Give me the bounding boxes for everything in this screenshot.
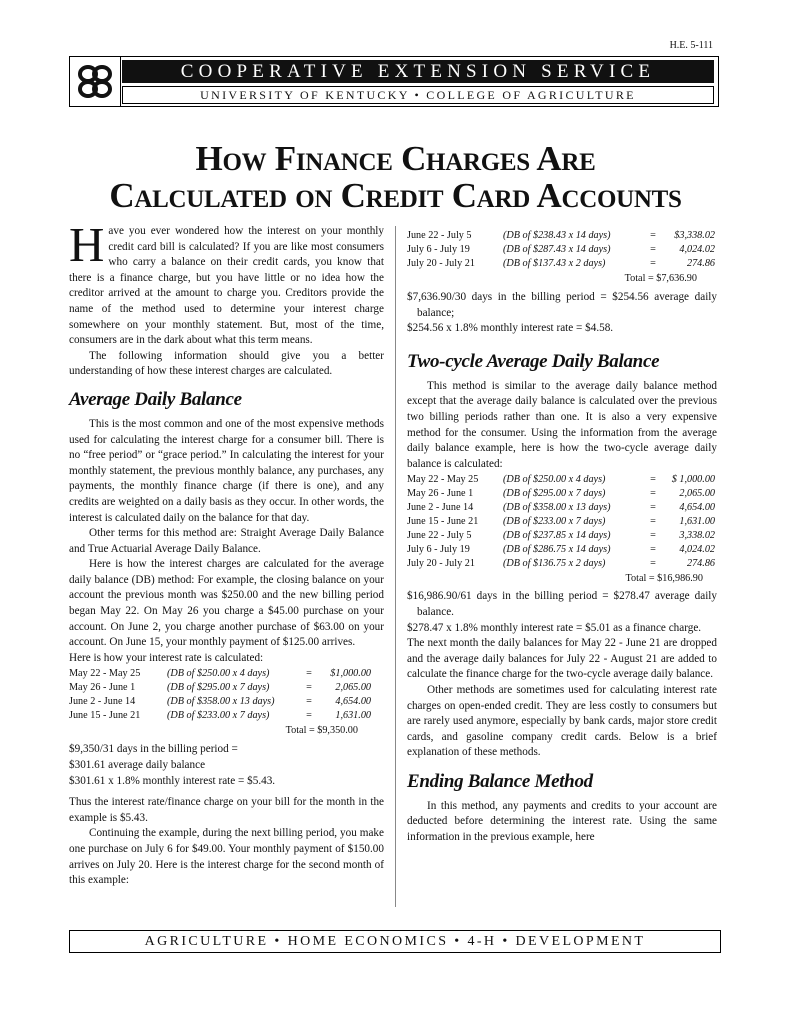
adb-paragraph-3: Here is how the interest charges are calculated for the average daily balance (DB) method: For example, the closing balance on your account the previous month was $250.00 and the new billing period began May 22. On May 26 you charge a $45.00 purchase on your account. On June 2, you charge another purchase of $63.00 on your account. On June 15, your monthly payment of $125.00 arrives. (69, 558, 384, 649)
adb-result-4: $7,636.90/30 days in the billing period = $254.56 average daily balance; (407, 291, 717, 319)
adb-calculation-table (69, 667, 371, 723)
adb-result-1: $9,350/31 days in the billing period = (69, 743, 238, 756)
title-line-2: Calculated on Credit Card Accounts (109, 176, 682, 215)
two-cycle-result-2: $278.47 x 1.8% monthly interest rate = $5.01 as a finance charge. (407, 621, 702, 634)
title-line-1: How Finance Charges Are (195, 139, 596, 178)
two-cycle-total: Total = $16,986.90 (625, 573, 703, 585)
adb-paragraph-2: Other terms for this method are: Straight Average Daily Balance and True Actuarial Average Daily Balance. (69, 527, 384, 555)
table-row: June 22 - July 5 (DB of $238.43 x 14 days) = $3,338.02 (407, 230, 715, 241)
two-cycle-calculation-table (407, 473, 715, 571)
two-cycle-paragraph-1: This method is similar to the average daily balance method except that the average daily balance is calculated over the previous two billing periods rather than one. It is also a very expensive method for the consumer. Using the information from the average daily balance example, here is how the two-cycle average daily balance is calculated: (407, 379, 717, 470)
adb-paragraph-4: Here is how your interest rate is calculated: (69, 651, 264, 664)
drop-cap: H (69, 217, 105, 272)
extension-logo-icon (70, 57, 121, 106)
intro-paragraph: Have you ever wondered how the interest on your monthly credit card bill is calculated? If you are like most consumers who carry a balance on their credit cards, you know that there is a finance charge, but you have little or no idea how the creditor arrived at the amount to charge you. Creditors provide the name of the method used to determine your interest charge somewhere on your monthly statement. But, most of the time, consumers are in the dark about what this term means. (69, 217, 384, 347)
footer-banner: AGRICULTURE • HOME ECONOMICS • 4-H • DEVELOPMENT (69, 930, 721, 953)
adb-total: Total = $9,350.00 (285, 725, 358, 737)
page-title (40, 140, 751, 214)
intro-paragraph-2: The following information should give you a better understanding of how these interest charges are calculated. (69, 349, 384, 378)
table-row: July 20 - July 21 (DB of $137.43 x 2 days) = 274.86 (407, 258, 715, 269)
heading-ending-balance: Ending Balance Method (407, 770, 593, 792)
adb-second-month-table (407, 229, 715, 271)
table-row: June 2 - June 14 (DB of $358.00 x 13 days) = 4,654.00 (407, 502, 715, 514)
ending-paragraph-1: In this method, any payments and credits to your account are deducted before determining the interest rate. Using the same information in the previous example, here (407, 799, 717, 844)
right-column (407, 222, 717, 846)
table-row: May 26 - June 1 (DB of $295.00 x 7 days) = 2,065.00 (69, 682, 371, 694)
table-row: July 6 - July 19 (DB of $287.43 x 14 days) = 4,024.02 (407, 244, 715, 255)
table-row: June 2 - June 14 (DB of $358.00 x 13 days) = 4,654.00 (69, 696, 371, 708)
table-row: May 22 - May 25 (DB of $250.00 x 4 days) = $ 1,000.00 (407, 474, 715, 486)
two-cycle-paragraph-3: Other methods are sometimes used for calculating interest rate charges on open-ended credit. They are less costly to consumers but are rarely used anymore, especially by bank cards, major store credit cards, and gasoline company credit cards. Below is a brief explanation of these methods. (407, 683, 717, 759)
adb-paragraph-6: Continuing the example, during the next billing period, you make one purchase on July 6 for $49.00. Your monthly payment of $150.00 arrives on July 20. Here is the interest charge for the second month of this example: (69, 827, 384, 887)
table-row: June 15 - June 21 (DB of $233.00 x 7 days) = 1,631.00 (407, 516, 715, 528)
two-cycle-paragraph-2: The next month the daily balances for May 22 - June 21 are dropped and the average daily balances for July 22 - August 21 are added to calculate the finance charge for the two-cycle average daily balance. (407, 637, 717, 681)
header-title: COOPERATIVE EXTENSION SERVICE (122, 60, 714, 83)
adb-result-3: $301.61 x 1.8% monthly interest rate = $5.43. (69, 774, 276, 787)
adb-second-total: Total = $7,636.90 (624, 273, 697, 284)
document-code: H.E. 5-111 (669, 40, 713, 51)
header-subtitle: UNIVERSITY OF KENTUCKY • COLLEGE OF AGRICULTURE (122, 86, 714, 104)
two-cycle-result-1: $16,986.90/61 days in the billing period = $278.47 average daily balance. (407, 590, 717, 618)
extension-service-header (69, 56, 719, 107)
table-row: June 22 - July 5 (DB of $237.85 x 14 days) = 3,338.02 (407, 530, 715, 542)
table-row: May 22 - May 25 (DB of $250.00 x 4 days) = $1,000.00 (69, 668, 371, 680)
adb-result-2: $301.61 average daily balance (69, 759, 206, 772)
adb-result-5: $254.56 x 1.8% monthly interest rate = $4.58. (407, 322, 614, 335)
adb-paragraph-5: Thus the interest rate/finance charge on your bill for the month in the example is $5.43. (69, 796, 384, 824)
heading-two-cycle: Two-cycle Average Daily Balance (407, 350, 660, 372)
table-row: May 26 - June 1 (DB of $295.00 x 7 days) = 2,065.00 (407, 488, 715, 500)
heading-average-daily-balance: Average Daily Balance (69, 388, 242, 410)
table-row: June 15 - June 21 (DB of $233.00 x 7 days) = 1,631.00 (69, 710, 371, 722)
adb-paragraph-1: This is the most common and one of the most expensive methods used for calculating the interest charge for a consumer bill. There is no “free period” or “grace period.” In calculating the interest for your monthly statement, the previous monthly balance, any purchases, any payments, the monthly finance charge (if there is one), and any credits are weighted on a daily basis as they occur. In other words, the interest is calculated daily on the balance for that day. (69, 417, 384, 524)
left-column (69, 217, 384, 889)
column-divider (395, 226, 396, 907)
table-row: July 6 - July 19 (DB of $286.75 x 14 days) = 4,024.02 (407, 544, 715, 556)
table-row: July 20 - July 21 (DB of $136.75 x 2 days) = 274.86 (407, 558, 715, 570)
